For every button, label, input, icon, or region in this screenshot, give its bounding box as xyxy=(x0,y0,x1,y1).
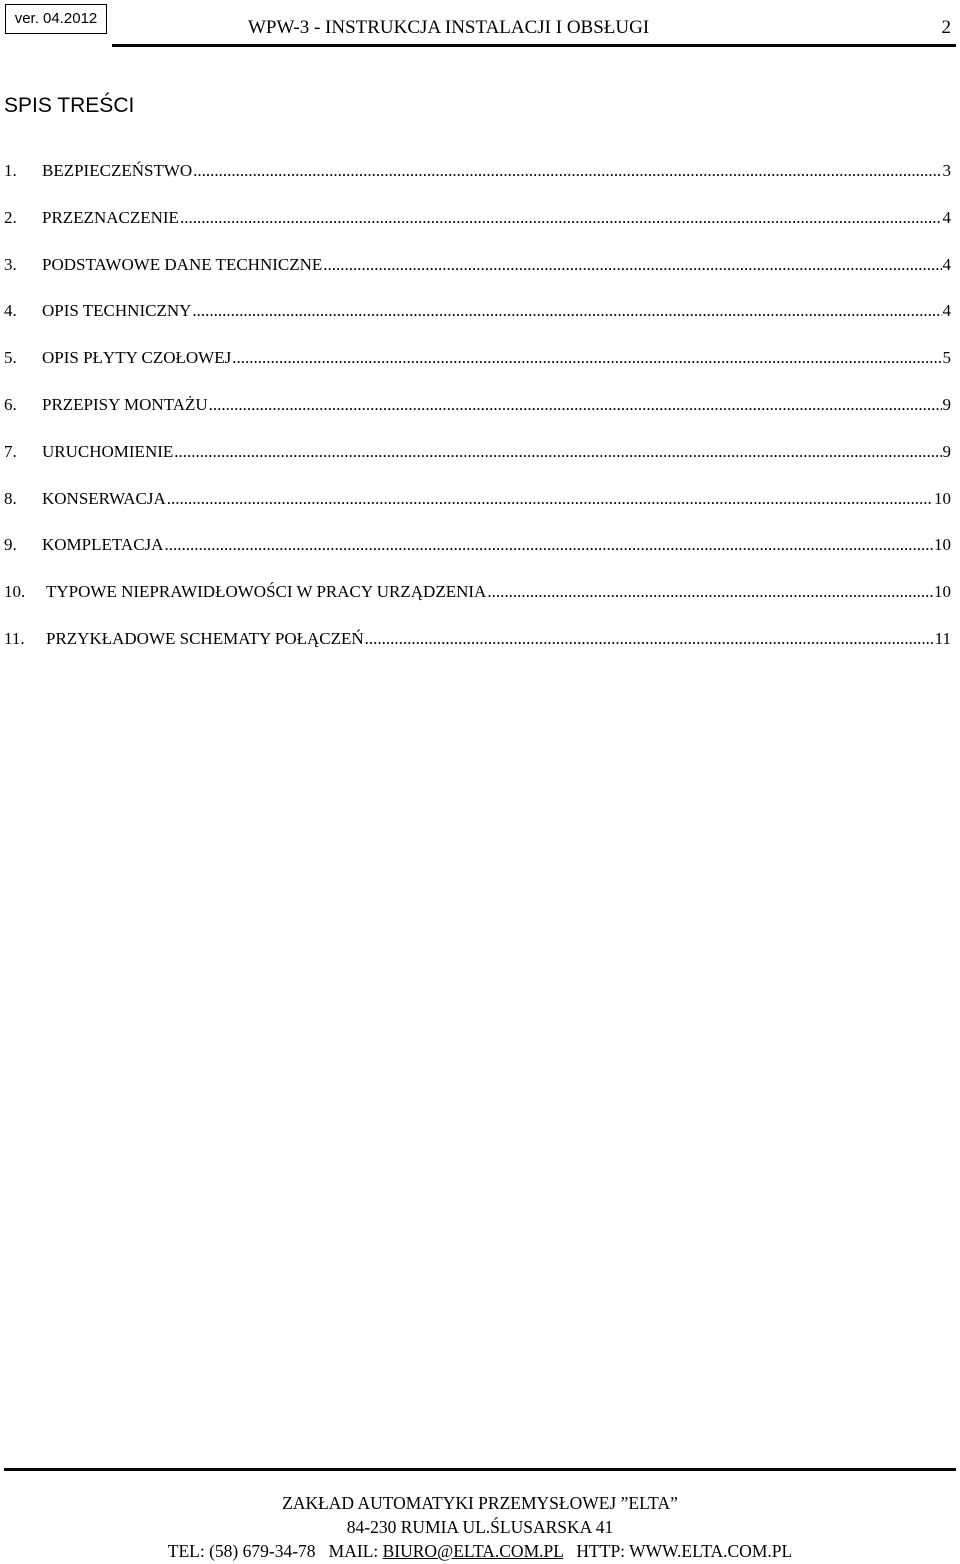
toc-entry-number: 1. xyxy=(4,161,17,180)
toc-entry-page: 10 xyxy=(934,582,951,602)
footer-company: ZAKŁAD AUTOMATYKI PRZEMYSŁOWEJ ”ELTA” xyxy=(282,1493,678,1513)
toc-entry-page: 4 xyxy=(942,207,951,227)
toc-entry-title: PRZYKŁADOWE SCHEMATY POŁĄCZEŃ xyxy=(46,628,364,648)
toc-entry-troubleshooting[interactable] xyxy=(4,579,951,626)
footer-phone: TEL: (58) 679-34-78 xyxy=(167,1541,316,1561)
footer-mail-link[interactable]: BIURO@ELTA.COM.PL xyxy=(382,1541,564,1561)
document-title: WPW-3 - INSTRUKCJA INSTALACJI I OBSŁUGI xyxy=(248,17,650,38)
toc-entry-number: 9. xyxy=(4,535,17,555)
footer-contact xyxy=(0,1539,960,1563)
toc-entry-title: BEZPIECZEŃSTWO xyxy=(42,161,193,180)
toc-entry-package-contents[interactable] xyxy=(4,532,951,579)
toc-entry-title: TYPOWE NIEPRAWIDŁOWOŚCI W PRACY URZĄDZENIA xyxy=(46,582,487,602)
toc-dot-leader xyxy=(232,345,941,371)
toc-entry-number: 2. xyxy=(4,207,17,227)
toc-heading: SPIS TREŚCI xyxy=(4,94,135,117)
footer-http-label: HTTP: xyxy=(576,1541,626,1561)
toc-entry-number: 7. xyxy=(4,441,17,461)
toc-entry-purpose[interactable] xyxy=(4,205,951,252)
toc-entry-page: 10 xyxy=(934,488,951,508)
toc-entry-technical-data[interactable] xyxy=(4,252,951,299)
toc-entry-page: 4 xyxy=(942,254,951,274)
toc-entry-number: 6. xyxy=(4,394,17,414)
toc-entry-page: 10 xyxy=(934,535,951,555)
toc-entry-title: KONSERWACJA xyxy=(42,488,166,508)
toc-entry-title: URUCHOMIENIE xyxy=(42,441,174,461)
toc-entry-number: 8. xyxy=(4,488,17,508)
footer-mail-label: MAIL: xyxy=(328,1541,379,1561)
toc-dot-leader xyxy=(192,298,941,324)
toc-entry-startup[interactable] xyxy=(4,439,951,486)
toc-entry-page: 5 xyxy=(942,348,951,368)
toc-dot-leader xyxy=(365,626,934,652)
toc-entry-page: 11 xyxy=(934,628,951,648)
toc-entry-title: OPIS PŁYTY CZOŁOWEJ xyxy=(42,348,232,368)
toc-entry-number: 11. xyxy=(4,628,25,648)
footer-divider xyxy=(4,1468,956,1471)
table-of-contents xyxy=(4,158,951,673)
toc-entry-front-panel[interactable] xyxy=(4,345,951,392)
toc-entry-page: 4 xyxy=(942,301,951,321)
toc-entry-title: PODSTAWOWE DANE TECHNICZNE xyxy=(42,254,323,274)
toc-entry-mounting-rules[interactable] xyxy=(4,392,951,439)
toc-dot-leader xyxy=(323,252,941,278)
toc-entry-title: PRZEPISY MONTAŻU xyxy=(42,394,208,414)
toc-dot-leader xyxy=(209,392,942,418)
toc-entry-number: 4. xyxy=(4,301,17,321)
toc-entry-page: 9 xyxy=(942,441,951,461)
toc-dot-leader xyxy=(174,439,941,465)
footer xyxy=(0,1491,960,1563)
toc-entry-number: 3. xyxy=(4,254,17,274)
toc-entry-page: 9 xyxy=(942,394,951,414)
toc-entry-title: KOMPLETACJA xyxy=(42,535,164,555)
toc-entry-number: 10. xyxy=(4,582,26,602)
toc-entry-number: 5. xyxy=(4,348,17,368)
toc-entry-title: PRZEZNACZENIE xyxy=(42,207,179,227)
toc-dot-leader xyxy=(487,579,933,605)
toc-dot-leader xyxy=(164,532,933,558)
toc-dot-leader xyxy=(193,158,941,184)
version-label: ver. 04.2012 xyxy=(5,4,107,34)
footer-website: WWW.ELTA.COM.PL xyxy=(629,1541,793,1561)
toc-entry-page: 3 xyxy=(942,161,951,180)
toc-dot-leader xyxy=(167,486,933,512)
toc-entry-title: OPIS TECHNICZNY xyxy=(42,301,192,321)
toc-entry-wiring-diagrams[interactable] xyxy=(4,626,951,673)
toc-dot-leader xyxy=(180,205,942,231)
footer-address: 84-230 RUMIA UL.ŚLUSARSKA 41 xyxy=(346,1517,614,1537)
page-number: 2 xyxy=(941,17,951,38)
toc-entry-maintenance[interactable] xyxy=(4,486,951,533)
toc-entry-technical-description[interactable] xyxy=(4,298,951,345)
header-divider xyxy=(112,44,956,47)
toc-entry-safety[interactable] xyxy=(4,158,951,205)
